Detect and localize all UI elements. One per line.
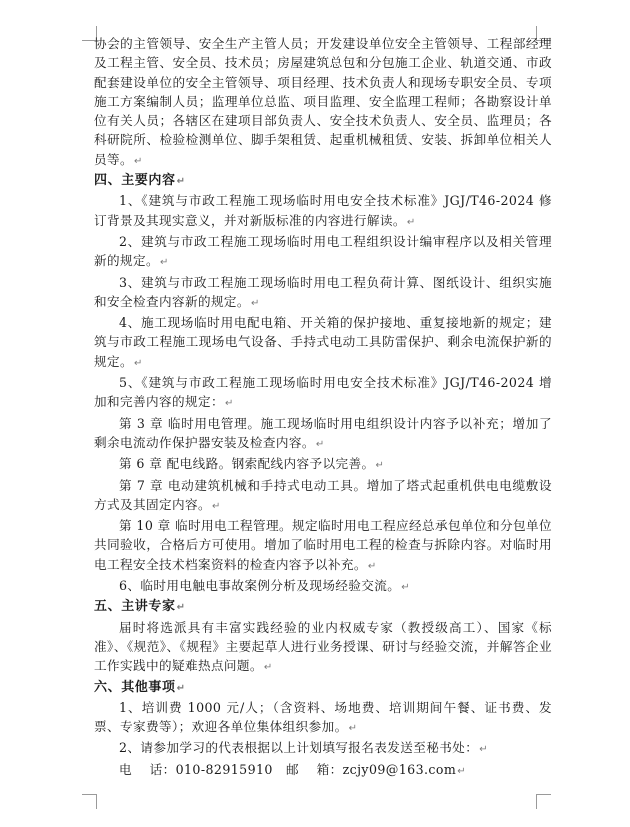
- chapter-6-note: 第 6 章 配电线路。钢索配线内容予以完善。↵: [119, 456, 385, 472]
- content-item-1: 1、《建筑与市政工程施工现场临时用电安全技术标准》JGJ/T46-2024 修订背景及其现实意义，并对新版标准的内容进行解读。↵: [94, 193, 552, 228]
- paragraph-mark-icon: ↵: [406, 216, 416, 228]
- section-heading-other-matters: 六、其他事项↵: [94, 679, 186, 695]
- crop-mark-bottom-left: [82, 794, 97, 809]
- chapter-10-note: 第 10 章 临时用电工程管理。规定临时用电工程应经总承包单位和分包单位共同验收，合格后方可使用。增加了临时用电工程的检查与拆除内容。对临时用电工程安全技术档案资料的检查内容予以补充。↵: [94, 518, 552, 572]
- paragraph-mark-icon: ↵: [224, 398, 234, 410]
- paragraph-mark-icon: ↵: [315, 438, 325, 450]
- paragraph-mark-icon: ↵: [367, 560, 377, 572]
- content-item-2: 2、建筑与市政工程施工现场临时用电工程组织设计编审程序以及相关管理新的规定。↵: [94, 233, 552, 269]
- email-address: zcjy09@163.com: [342, 761, 457, 777]
- chapter-3-note: 第 3 章 临时用电管理。施工现场临时用电组织设计内容予以补充；增加了剩余电流动作保护器安装及检查内容。↵: [94, 415, 552, 450]
- section-heading-main-content: 四、主要内容↵: [94, 173, 186, 189]
- paragraph-mark-icon: ↵: [375, 460, 385, 472]
- content-item-4: 4、施工现场临时用电配电箱、开关箱的保护接地、重复接地新的规定；建筑与市政工程施工现场电气设备、手持式电动工具防雷保护、剩余电流保护新的规定。↵: [94, 315, 552, 369]
- phone-number: 010-82915910: [175, 761, 273, 777]
- fee-item: 1、培训费 1000 元/人；（含资料、场地费、培训期间午餐、证书费、发票、专家费等）；欢迎各单位集体组织参加。↵: [94, 699, 552, 735]
- phone-label: 电 话：: [119, 761, 176, 777]
- content-item-6: 6、临时用电触电事故案例分析及现场经验交流。↵: [119, 578, 411, 594]
- paragraph-mark-icon: ↵: [159, 257, 169, 269]
- registration-item: 2、请参加学习的代表根据以上计划填写报名表发送至秘书处：↵: [119, 740, 489, 756]
- paragraph-mark-icon: ↵: [457, 765, 466, 777]
- paragraph-mark-icon: ↵: [479, 744, 489, 756]
- chapter-7-note: 第 7 章 电动建筑机械和手持式电动工具。增加了塔式起重机供电电缆敷设方式及其固定内容。↵: [94, 477, 552, 512]
- document-body: [94, 34, 552, 781]
- paragraph-mark-icon: ↵: [176, 682, 186, 694]
- paragraph-mark-icon: ↵: [348, 723, 358, 735]
- crop-mark-bottom-right: [536, 794, 551, 809]
- intro-paragraph: 协会的主管领导、安全生产主管人员；开发建设单位安全主管领导、工程部经理及工程主管、安全员、技术员；房屋建筑总包和分包施工企业、轨道交通、市政配套建设单位的安全主管领导、项目经理、技术负责人和现场专职安全员、专项施工方案编制人员；监理单位总监、项目监理、安全监理工程师；各勘察设计单位有关人员；各辖区在建项目部负责人、安全技术负责人、安全员、监理员；各科研院所、检验检测单位、脚手架租赁、起重机械租赁、安装、拆卸单位相关人员等。↵: [94, 36, 552, 167]
- paragraph-mark-icon: ↵: [263, 662, 273, 674]
- content-item-5: 5、《建筑与市政工程施工现场临时用电安全技术标准》JGJ/T46-2024 增加和完善内容的规定：↵: [94, 375, 552, 410]
- section-heading-lecturers: 五、主讲专家↵: [94, 599, 186, 615]
- paragraph-mark-icon: ↵: [250, 297, 260, 309]
- content-item-3: 3、建筑与市政工程施工现场临时用电工程负荷计算、图纸设计、组织实施和安全检查内容新的规定。↵: [94, 274, 552, 309]
- contact-line: [94, 760, 552, 781]
- paragraph-mark-icon: ↵: [133, 155, 143, 167]
- paragraph-mark-icon: ↵: [133, 357, 143, 369]
- paragraph-mark-icon: ↵: [176, 176, 186, 188]
- paragraph-mark-icon: ↵: [176, 602, 186, 614]
- paragraph-mark-icon: ↵: [401, 582, 411, 594]
- paragraph-mark-icon: ↵: [211, 500, 221, 512]
- lecturers-paragraph: 届时将选派具有丰富实践经验的业内权威专家（教授级高工）、国家《标准》、《规范》、《规程》主要起草人进行业务授课、研讨与经验交流，并解答企业工作实践中的疑难热点问题。↵: [94, 619, 552, 674]
- email-label: 邮 箱：: [286, 761, 343, 777]
